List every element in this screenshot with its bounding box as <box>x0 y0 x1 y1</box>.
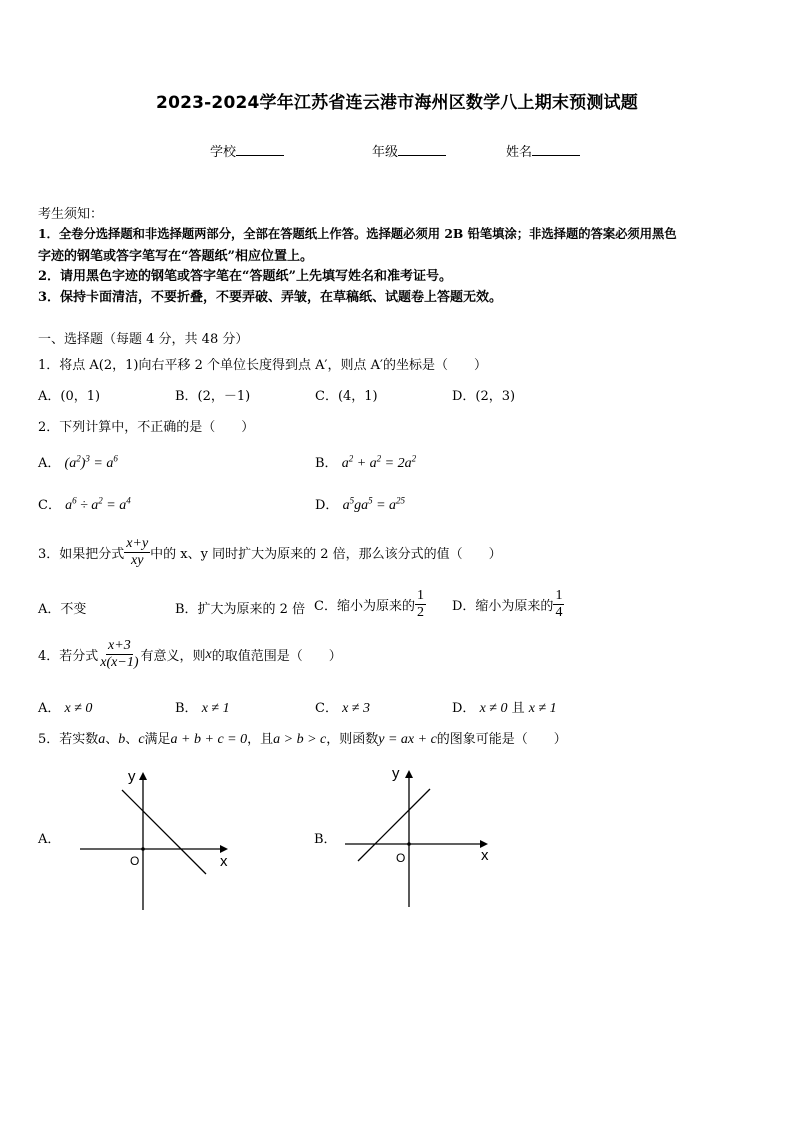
q4-stem-suffix: 的取值范围是（ ） <box>211 649 342 664</box>
q5-stem-p4: 满足 <box>144 732 171 747</box>
q4-option-b-expr: x ≠ 1 <box>201 701 230 716</box>
notice-heading: 考生须知： <box>38 207 104 222</box>
q3-option-d-fraction <box>553 588 564 621</box>
q5-option-a-graph[interactable] <box>70 760 250 920</box>
q4-option-d-expr1: x ≠ 0 <box>479 701 508 716</box>
grade-field[interactable] <box>372 141 446 160</box>
q5-stem-p7: 的图象可能是（ ） <box>436 732 567 747</box>
q2-option-b[interactable] <box>315 452 416 472</box>
origin-dot <box>407 842 411 846</box>
q5-stem-function: y = ax + c <box>378 732 437 747</box>
q5-stem-c: c <box>138 732 145 747</box>
q5-stem-p6: ，则函数 <box>326 732 379 747</box>
q4-stem-var: x <box>205 646 212 662</box>
q4-option-a-expr: x ≠ 0 <box>64 701 93 716</box>
q3-option-c-text: C．缩小为原来的 <box>314 599 415 614</box>
q5-stem-p1: 5．若实数 <box>38 732 99 747</box>
q3-fraction-denominator: xy <box>131 553 144 568</box>
q4-fraction-numerator: x+3 <box>108 638 131 653</box>
q3-fraction <box>124 536 150 569</box>
q4-stem-mid: 有意义，则 <box>140 649 206 664</box>
origin-label: O <box>396 851 406 865</box>
q4-option-b[interactable] <box>175 697 230 717</box>
q3-option-a[interactable]: A．不变 <box>38 602 87 617</box>
q4-option-a[interactable] <box>38 697 92 717</box>
q5-stem-p3: 、 <box>125 732 139 747</box>
q3-stem-suffix: 中的 x、y 同时扩大为原来的 2 倍，那么该分式的值（ ） <box>150 547 502 562</box>
q3-stem <box>38 536 502 569</box>
function-line <box>358 789 430 861</box>
q3-fraction-numerator: x+y <box>126 536 149 551</box>
school-field[interactable] <box>210 141 284 160</box>
q3-option-d-text: D．缩小为原来的 <box>452 599 554 614</box>
q2-option-c-label: C． <box>38 498 61 513</box>
page-title: 2023-2024学年江苏省连云港市海州区数学八上期末预测试题 <box>156 93 638 113</box>
notice-item-2: 2．请用黑色字迹的钢笔或答字笔在“答题纸”上先填写姓名和准考证号。 <box>38 269 453 284</box>
q2-option-a-expr: $(a^2)^3 = a^6$ <box>64 453 118 471</box>
q2-option-a-label: A． <box>38 456 61 471</box>
q1-option-a[interactable]: A．(0，1) <box>38 389 101 404</box>
q4-option-d-label: D． <box>452 701 476 716</box>
q5-stem-b: b <box>118 732 126 747</box>
name-field[interactable] <box>506 141 580 160</box>
q2-option-b-expr: $a^2 + a^2 = 2a^2$ <box>341 453 417 471</box>
grade-blank[interactable] <box>398 143 446 156</box>
q1-option-d[interactable]: D．(2，3) <box>452 389 516 404</box>
notice-item-1-line2: 字迹的钢笔或答字笔写在“答题纸”相应位置上。 <box>38 249 313 264</box>
q2-option-a[interactable] <box>38 452 118 472</box>
q4-stem-prefix: 4．若分式 <box>38 649 99 664</box>
q2-option-c-expr: $a^6 \div a^2 = a^4$ <box>65 495 131 513</box>
q5-option-b-label[interactable]: B． <box>314 832 337 847</box>
q2-stem: 2．下列计算中，不正确的是（ ） <box>38 420 255 435</box>
q4-fraction-denominator: x(x−1) <box>100 655 139 670</box>
q2-option-b-label: B． <box>315 456 338 471</box>
grade-label: 年级 <box>372 145 399 160</box>
q3-option-c-num: 1 <box>416 588 424 603</box>
q5-stem-p2: 、 <box>105 732 119 747</box>
q4-option-d-and: 且 <box>511 701 525 716</box>
origin-label: O <box>130 854 140 868</box>
name-blank[interactable] <box>532 143 580 156</box>
q2-option-d-expr: $a^5ga^5 = a^{25}$ <box>342 495 406 513</box>
section-heading: 一、选择题（每题 4 分，共 48 分） <box>38 332 249 347</box>
q5-stem-p5: ，且 <box>247 732 274 747</box>
x-axis-label: x <box>220 853 228 870</box>
notice-item-3: 3．保持卡面清洁，不要折叠，不要弄破、弄皱，在草稿纸、试题卷上答题无效。 <box>38 290 503 305</box>
q5-stem-condition: a + b + c = 0 <box>170 732 248 747</box>
y-axis-label: y <box>128 768 136 785</box>
q5-stem-order: a > b > c <box>273 732 327 747</box>
q3-option-d-den: 4 <box>555 605 563 620</box>
y-axis-arrow <box>139 772 147 780</box>
school-label: 学校 <box>210 145 237 160</box>
q1-stem: 1．将点 A(2，1)向右平移 2 个单位长度得到点 A′，则点 A′的坐标是（ ） <box>38 358 487 373</box>
q2-option-d[interactable] <box>315 494 405 514</box>
q3-option-c[interactable] <box>314 588 426 621</box>
q3-option-c-den: 2 <box>416 605 424 620</box>
notice-item-1-line1: 1．全卷分选择题和非选择题两部分，全部在答题纸上作答。选择题必须用 2B 铅笔填涂；非选择题的答案必须用黑色 <box>38 226 677 241</box>
q3-option-d-num: 1 <box>555 588 563 603</box>
q4-fraction <box>98 638 140 671</box>
q5-stem-a: a <box>98 732 106 747</box>
school-blank[interactable] <box>236 143 284 156</box>
origin-dot <box>141 847 145 851</box>
q2-option-c[interactable] <box>38 494 131 514</box>
q2-option-d-label: D． <box>315 498 339 513</box>
q1-option-c[interactable]: C．(4，1) <box>315 389 378 404</box>
q4-option-c-label: C． <box>315 701 338 716</box>
x-axis-arrow <box>220 845 228 853</box>
x-axis-label: x <box>481 847 489 864</box>
y-axis-arrow <box>405 770 413 778</box>
q4-option-c[interactable] <box>315 697 370 717</box>
q5-option-a-label[interactable]: A． <box>38 832 61 847</box>
q4-stem <box>38 638 342 671</box>
q1-option-b[interactable]: B．(2，－1) <box>175 389 251 404</box>
q5-stem <box>38 728 567 748</box>
y-axis-label: y <box>392 765 400 782</box>
name-label: 姓名 <box>506 145 533 160</box>
q4-option-c-expr: x ≠ 3 <box>342 701 370 716</box>
q4-option-d[interactable] <box>452 697 557 717</box>
q3-option-b[interactable]: B．扩大为原来的 2 倍 <box>175 602 306 617</box>
q5-option-b-graph[interactable] <box>340 760 510 920</box>
q3-option-c-fraction <box>415 588 426 621</box>
q3-option-d[interactable] <box>452 588 564 621</box>
q4-option-b-label: B． <box>175 701 198 716</box>
q3-stem-prefix: 3．如果把分式 <box>38 547 125 562</box>
q4-option-a-label: A． <box>38 701 61 716</box>
q4-option-d-expr2: x ≠ 1 <box>528 701 557 716</box>
